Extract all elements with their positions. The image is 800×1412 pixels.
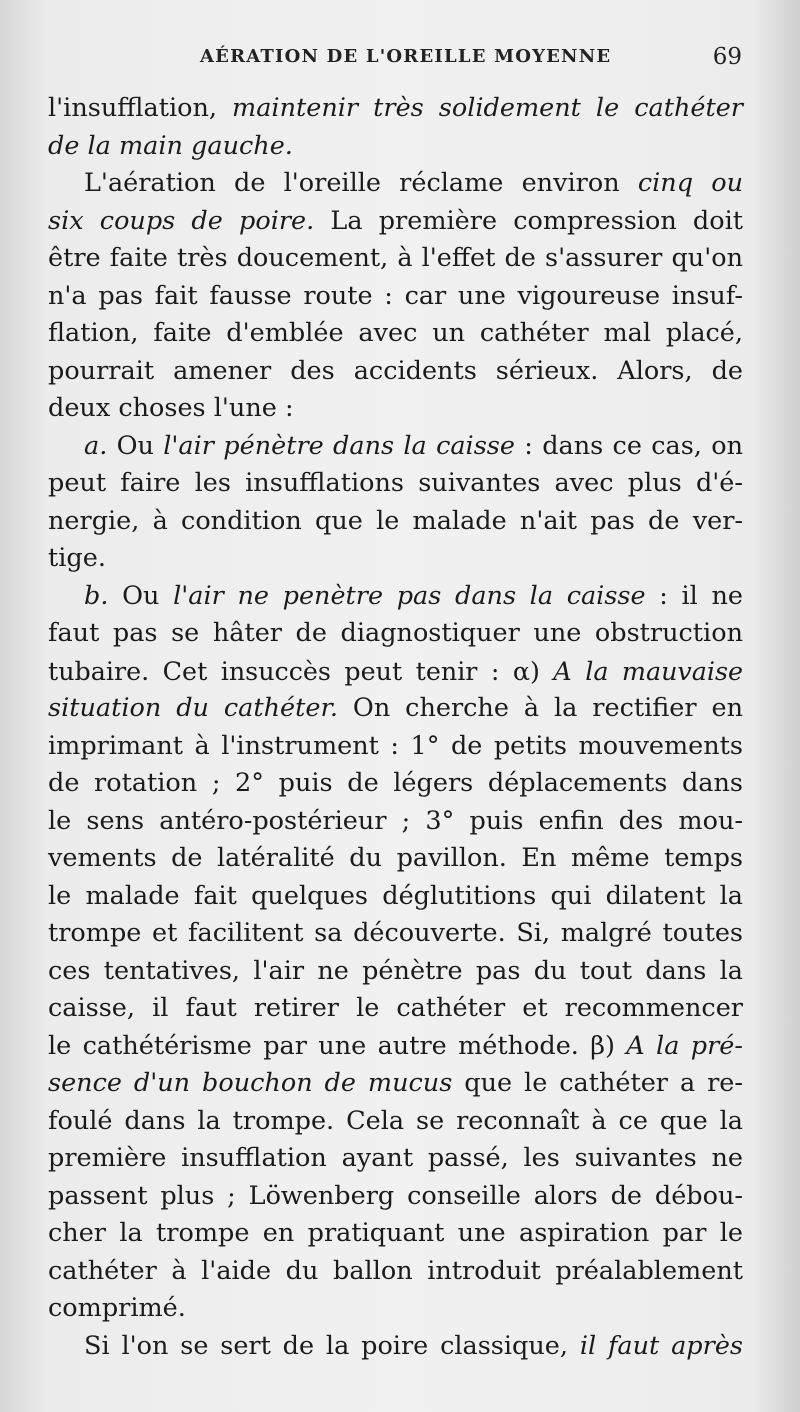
text-line (48, 690, 743, 728)
text-run: le cathétérisme par une autre méthode. β) (48, 1030, 627, 1061)
text-run: Ou (108, 580, 174, 611)
text-line (48, 653, 743, 691)
italic-text: l'air ne penètre pas dans la caisse (173, 580, 646, 611)
text-run: : il ne (645, 580, 743, 611)
text-line (48, 128, 743, 166)
text-line (48, 1215, 743, 1253)
text-line (48, 240, 743, 278)
text-line (48, 953, 743, 991)
text-run: ces tentatives, l'air ne pénètre pas du tout dans la (48, 955, 743, 986)
text-run: Ou (107, 430, 164, 461)
italic-text: a. (84, 430, 108, 461)
italic-text: maintenir très solidement le cathéter (232, 93, 743, 123)
italic-text: il faut après (579, 1330, 743, 1361)
text-run: être faite très doucement, à l'effet de s'assurer qu'on (48, 243, 743, 273)
text-run: L'aération de l'oreille réclame environ (84, 168, 638, 198)
text-run: le sens antéro-postérieur ; 3° puis enfin des mou- (48, 805, 743, 836)
text-line (48, 90, 743, 128)
italic-text: b. (84, 580, 109, 611)
italic-text: A la mauvaise (553, 655, 743, 686)
text-run: l'insufflation, (48, 93, 233, 123)
italic-text: cinq ou (637, 168, 743, 198)
text-line (48, 728, 743, 766)
text-line (48, 840, 743, 878)
text-run: passent plus ; Löwenberg conseille alors de débou- (48, 1180, 743, 1211)
text-run: imprimant à l'instrument : 1° de petits mouvements (48, 730, 743, 761)
text-run: Si l'on se sert de la poire classique, (84, 1330, 580, 1361)
text-line (48, 390, 743, 428)
text-run: : dans ce cas, on (514, 430, 743, 461)
text-line (48, 428, 743, 466)
italic-text: de la main gauche. (48, 130, 293, 161)
italic-text: A la pré- (626, 1030, 743, 1061)
text-run: cathéter à l'aide du ballon introduit préalablement (48, 1255, 743, 1286)
body-text (48, 90, 743, 1365)
text-line (48, 1028, 743, 1066)
text-line (48, 1178, 743, 1216)
italic-text: six coups de poire. (48, 205, 315, 236)
text-run: On cherche à la rectifier en (337, 693, 743, 723)
page-number: 69 (712, 44, 742, 70)
text-run: comprimé. (48, 1293, 186, 1323)
text-line (48, 1290, 743, 1328)
text-run: trompe et facilitent sa découverte. Si, malgré toutes (48, 918, 743, 948)
text-line (48, 465, 743, 503)
text-run: faut pas se hâter de diagnostiquer une obstruction (48, 618, 743, 648)
text-run: cher la trompe en pratiquant une aspiration par le (48, 1218, 743, 1248)
text-line (48, 803, 743, 841)
text-run: deux choses l'une : (48, 393, 294, 423)
text-line (48, 915, 743, 953)
text-line (48, 990, 743, 1028)
text-line (48, 1140, 743, 1178)
text-line (48, 1253, 743, 1291)
text-line (48, 615, 743, 653)
running-title: AÉRATION DE L'OREILLE MOYENNE (200, 46, 612, 67)
text-line (48, 540, 743, 578)
text-run: vements de latéralité du pavillon. En même temps (48, 843, 743, 873)
text-run: caisse, il faut retirer le cathéter et recommencer (48, 993, 743, 1023)
text-line (48, 315, 743, 353)
text-line (48, 353, 743, 391)
text-run: foulé dans la trompe. Cela se reconnaît à ce que la (48, 1105, 743, 1136)
text-line (48, 878, 743, 916)
text-line (48, 1103, 743, 1141)
text-line (48, 165, 743, 203)
text-line (48, 578, 743, 616)
text-run: tubaire. Cet insuccès peut tenir : α) (48, 655, 554, 686)
text-run: La première compression doit (314, 205, 743, 236)
text-run: tige. (48, 543, 106, 573)
page-header (0, 44, 800, 78)
italic-text: l'air pénètre dans la caisse (163, 430, 515, 461)
italic-text: sence d'un bouchon de mucus (48, 1068, 453, 1098)
text-line (48, 1065, 743, 1103)
text-line (48, 1328, 743, 1366)
text-run: peut faire les insufflations suivantes avec plus d'é- (48, 468, 743, 498)
text-line (48, 503, 743, 541)
text-run: pourrait amener des accidents sérieux. Alors, de (48, 355, 743, 386)
text-line (48, 203, 743, 241)
text-line (48, 278, 743, 316)
italic-text: situation du cathéter. (48, 693, 338, 723)
text-run: de rotation ; 2° puis de légers déplacements dans (48, 768, 743, 798)
text-run: première insufflation ayant passé, les suivantes ne (48, 1143, 743, 1173)
text-run: que le cathéter a re- (452, 1068, 743, 1098)
text-run: le malade fait quelques déglutitions qui dilatent la (48, 880, 743, 911)
text-line (48, 765, 743, 803)
text-run: n'a pas fait fausse route : car une vigoureuse insuf- (48, 280, 743, 311)
text-run: nergie, à condition que le malade n'ait pas de ver- (48, 505, 743, 536)
text-run: flation, faite d'emblée avec un cathéter mal placé, (48, 318, 743, 348)
